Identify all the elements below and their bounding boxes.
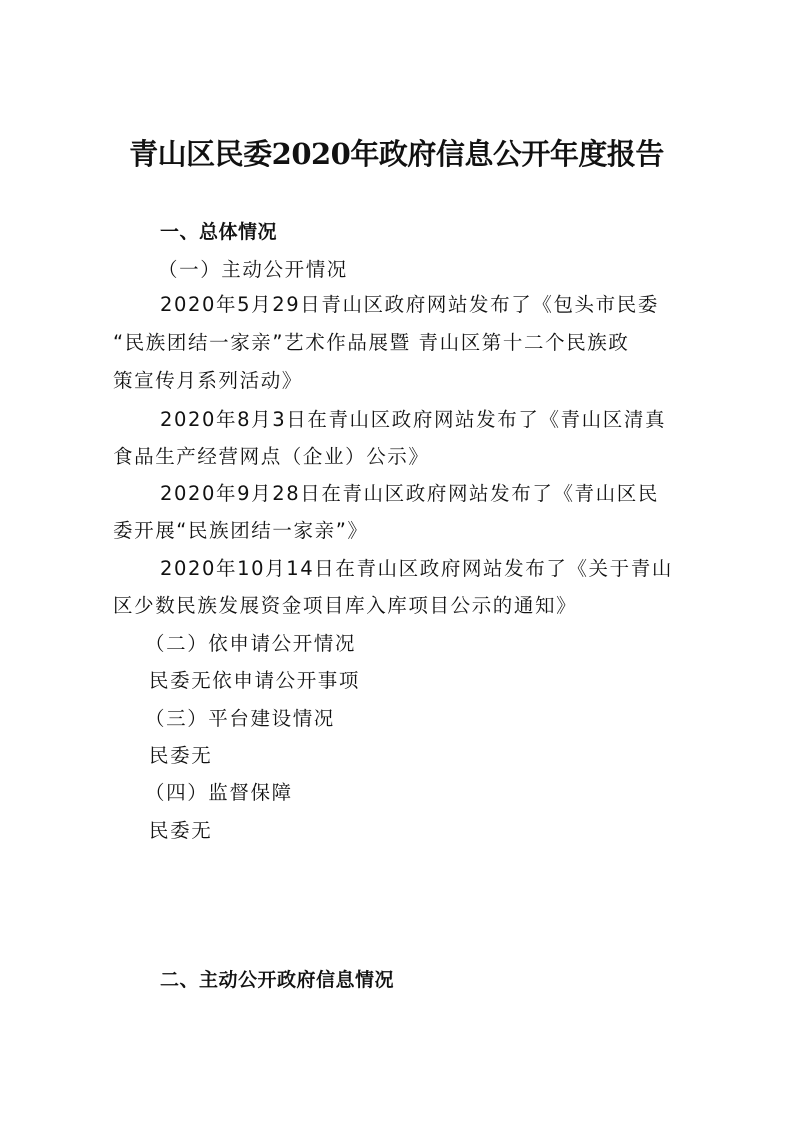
platform-text: 民委无	[149, 744, 213, 767]
paragraph-1-line-1: 2020年5月29日青山区政府网站发布了《包头市民委	[160, 293, 659, 316]
section-heading-overview: 一、总体情况	[160, 221, 278, 243]
subsection-heading-supervision: （四）监督保障	[145, 781, 293, 804]
section-heading-active-info: 二、主动公开政府信息情况	[160, 969, 395, 991]
document-title: 青山区民委2020年政府信息公开年度报告	[129, 137, 664, 171]
paragraph-3-line-2: 委开展“民族团结一家亲”》	[113, 519, 369, 542]
paragraph-1-line-3: 策宣传月系列活动》	[113, 369, 303, 392]
subsection-heading-platform: （三）平台建设情况	[145, 707, 335, 730]
paragraph-4-line-2: 区少数民族发展资金项目库入库项目公示的通知》	[113, 594, 578, 617]
subsection-heading-request-disclosure: （二）依申请公开情况	[145, 632, 357, 655]
request-disclosure-text: 民委无依申请公开事项	[149, 669, 361, 692]
subsection-heading-active-disclosure: （一）主动公开情况	[158, 258, 348, 281]
paragraph-4-line-1: 2020年10月14日在青山区政府网站发布了《关于青山	[160, 557, 673, 580]
paragraph-2-line-1: 2020年8月3日在青山区政府网站发布了《青山区清真	[160, 408, 667, 431]
paragraph-2-line-2: 食品生产经营网点（企业）公示》	[113, 445, 430, 468]
supervision-text: 民委无	[149, 819, 213, 842]
paragraph-3-line-1: 2020年9月28日在青山区政府网站发布了《青山区民	[160, 482, 659, 505]
paragraph-1-line-2: “民族团结一家亲”艺术作品展暨 青山区第十二个民族政	[113, 331, 630, 354]
